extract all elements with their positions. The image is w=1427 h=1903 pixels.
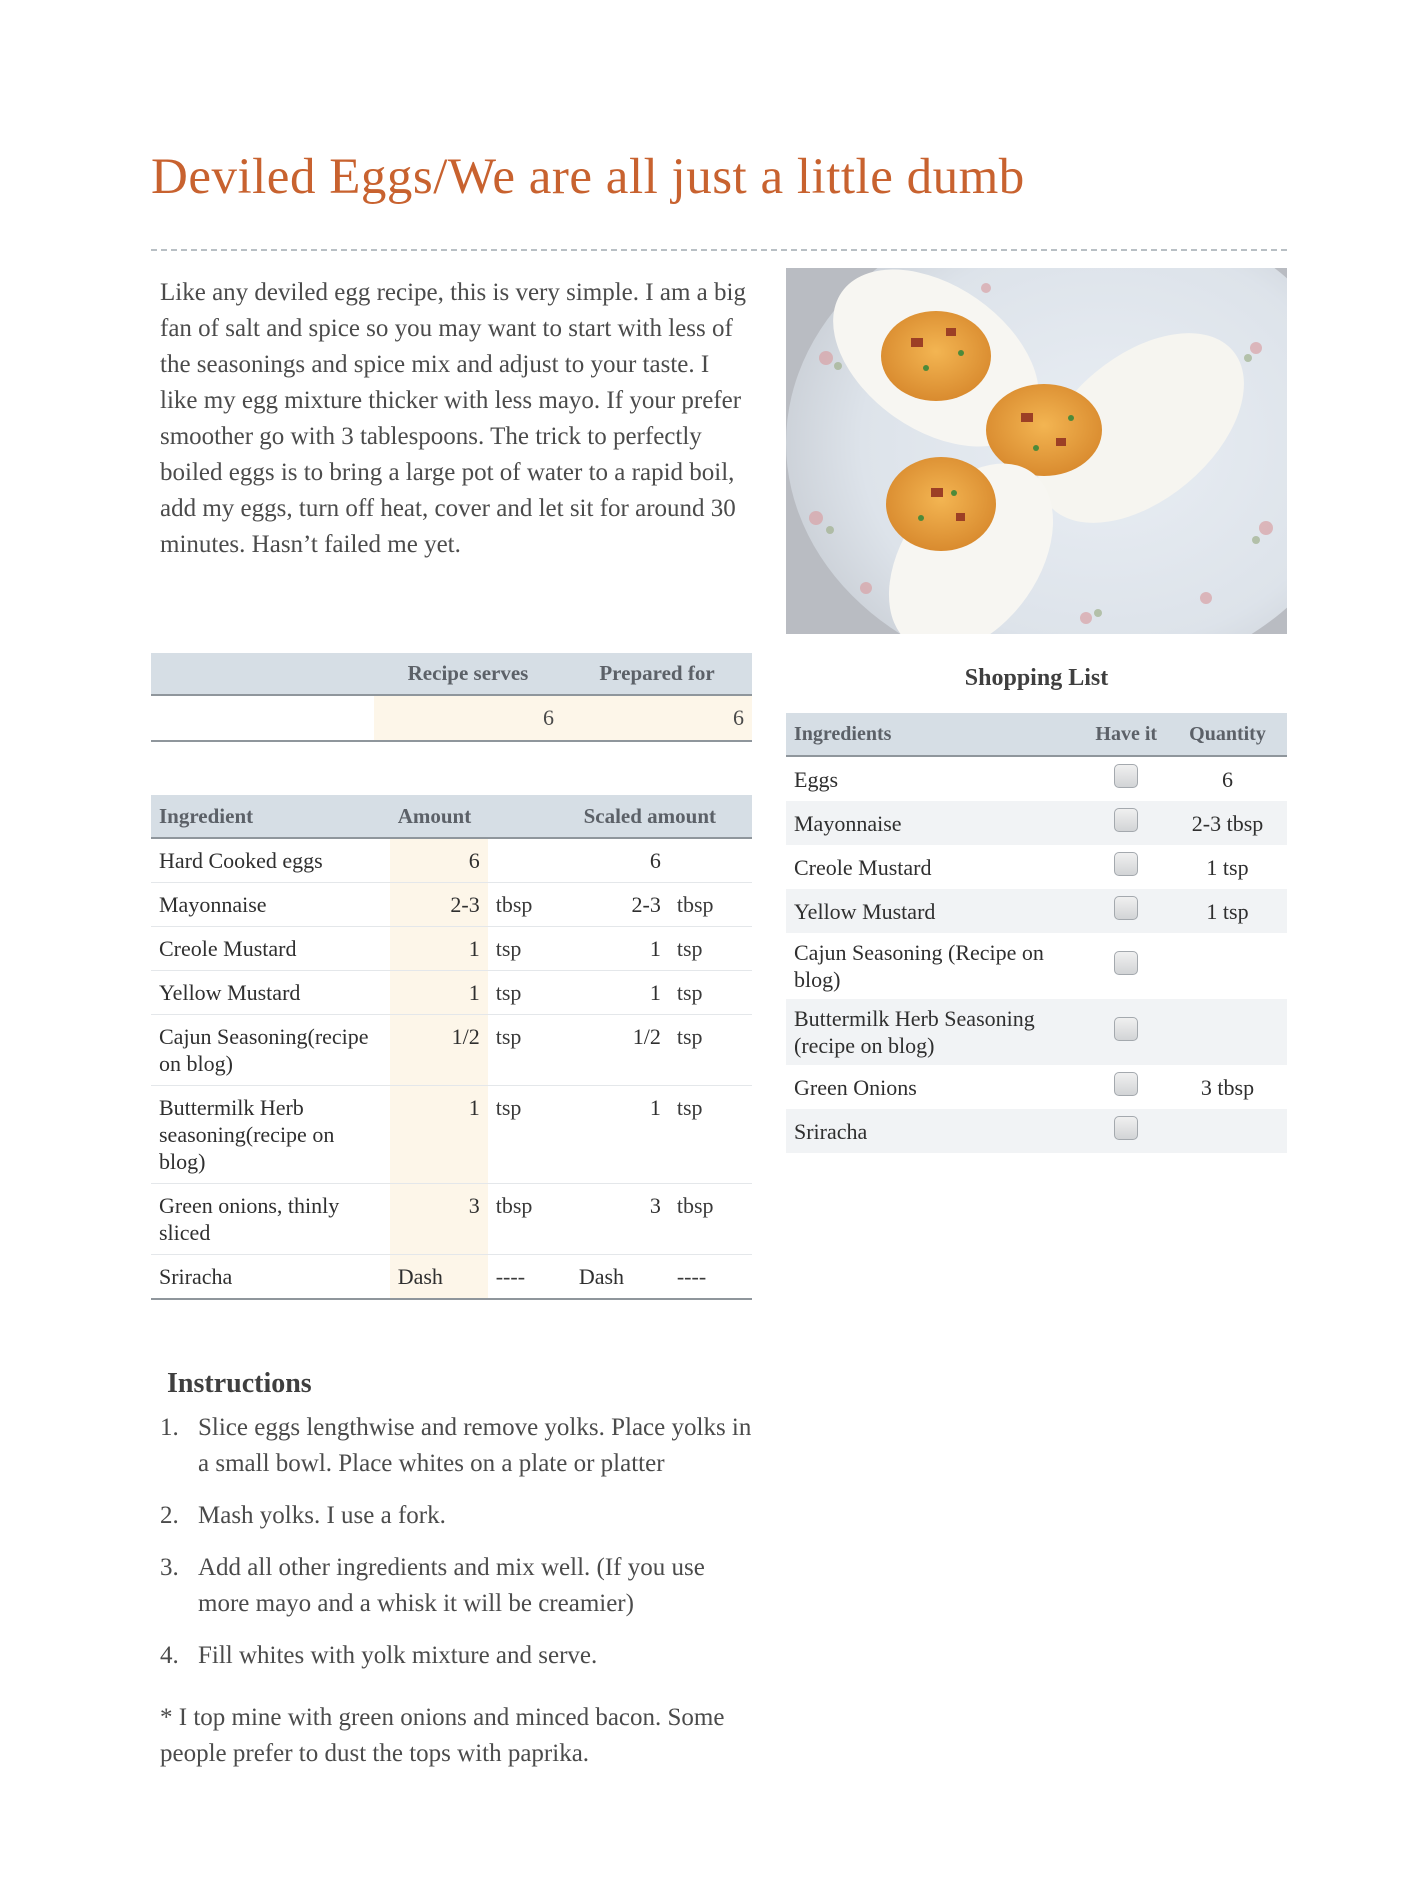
scaled-amount-header: Scaled amount (571, 795, 752, 838)
ingredient-name: Buttermilk Herb seasoning(recipe on blog) (151, 1086, 390, 1184)
ingredient-unit: tsp (488, 1015, 571, 1086)
scaled-amount: 1 (571, 971, 669, 1015)
shopping-item-name: Green Onions (794, 1074, 917, 1100)
dashed-divider (151, 249, 1287, 251)
have-it-checkbox[interactable] (1114, 808, 1138, 832)
shopping-quantity: 3 tbsp (1200, 1074, 1255, 1100)
ingredients-table (151, 795, 752, 1300)
list-item (160, 1550, 760, 1622)
have-it-cell (1085, 1109, 1169, 1153)
ingredient-unit: tsp (488, 971, 571, 1015)
table-row (151, 883, 752, 927)
amount-header: Amount (390, 795, 571, 838)
servings-table (151, 653, 752, 742)
ingredient-unit: tsp (488, 927, 571, 971)
table-row (786, 801, 1287, 845)
table-row (151, 927, 752, 971)
shopping-quantity: 2-3 tbsp (1168, 801, 1287, 845)
ingredient-amount: 3 (390, 1184, 488, 1255)
scaled-amount: Dash (571, 1255, 669, 1300)
table-row (786, 999, 1287, 1065)
shopping-ingredients-header: Ingredients (786, 713, 1085, 756)
table-row (786, 933, 1287, 999)
deviled-eggs-photo (786, 268, 1287, 634)
have-it-checkbox[interactable] (1114, 1017, 1138, 1041)
step-text: Fill whites with yolk mixture and serve. (198, 1642, 598, 1669)
list-item (160, 1498, 760, 1534)
scaled-amount: 2-3 (571, 883, 669, 927)
intro-text: Like any deviled egg recipe, this is very simple. I am a big fan of salt and spice so you may want to start with less of the seasonings and spice mix and adjust to your taste. I like my egg mixture thicker with less mayo. If your prefer smoother go with 3 tablespoons. The trick to perfectly boiled eggs is to bring a large pot of water to a rapid boil, add my eggs, turn off heat, cover and let sit for around 30 minutes. Hasn’t failed me yet. (160, 279, 746, 558)
page-title: Deviled Eggs/We are all just a little dumb (151, 149, 1025, 205)
have-it-cell (1085, 933, 1169, 999)
deviled-eggs-image (786, 268, 1287, 634)
shopping-item-name: Buttermilk Herb Seasoning (recipe on blog) (786, 999, 1085, 1065)
scaled-amount: 3 (571, 1184, 669, 1255)
have-it-checkbox[interactable] (1114, 852, 1138, 876)
shopping-quantity (1168, 999, 1287, 1065)
step-number: 3. (160, 1554, 179, 1581)
step-text: Mash yolks. I use a fork. (198, 1502, 446, 1529)
ingredient-unit: ---- (488, 1255, 571, 1300)
step-number: 1. (160, 1414, 179, 1441)
list-item (160, 1638, 760, 1674)
have-it-cell (1085, 801, 1169, 845)
ingredient-name: Creole Mustard (151, 927, 390, 971)
ingredient-amount: 1/2 (390, 1015, 488, 1086)
scaled-unit (669, 838, 752, 883)
step-number: 2. (160, 1502, 179, 1529)
shopping-item-name: Cajun Seasoning (Recipe on blog) (794, 940, 1044, 992)
shopping-quantity: 1 tsp (1168, 889, 1287, 933)
table-row (151, 838, 752, 883)
have-it-cell (1085, 889, 1169, 933)
scaled-amount: 1 (571, 1086, 669, 1184)
have-it-header: Have it (1085, 713, 1169, 756)
step-number: 4. (160, 1642, 179, 1669)
ingredient-name: Yellow Mustard (151, 971, 390, 1015)
have-it-cell (1085, 1065, 1169, 1109)
prepared-for-input[interactable]: 6 (562, 695, 752, 741)
scaled-unit: tsp (669, 927, 752, 971)
ingredient-unit: tsp (488, 1086, 571, 1184)
scaled-amount: 1 (571, 927, 669, 971)
ingredient-amount: 1 (390, 971, 488, 1015)
servings-row-blank (151, 695, 374, 741)
ingredient-amount: 1 (390, 1086, 488, 1184)
recipe-serves-header: Recipe serves (374, 653, 562, 695)
scaled-unit: tbsp (669, 1184, 752, 1255)
ingredient-header: Ingredient (151, 795, 390, 838)
scaled-unit: tsp (669, 971, 752, 1015)
ingredient-amount: Dash (390, 1255, 488, 1300)
shopping-item-name: Sriracha (786, 1109, 1085, 1153)
scaled-unit: tbsp (669, 883, 752, 927)
ingredient-name: Sriracha (151, 1255, 390, 1300)
scaled-unit: ---- (669, 1255, 752, 1300)
instructions-list (160, 1410, 760, 1690)
have-it-checkbox[interactable] (1114, 1072, 1138, 1096)
table-row (786, 756, 1287, 801)
scaled-unit: tsp (669, 1015, 752, 1086)
ingredient-unit (488, 838, 571, 883)
shopping-list-title: Shopping List (964, 665, 1109, 691)
table-row (786, 1109, 1287, 1153)
shopping-item-name: Mayonnaise (786, 801, 1085, 845)
shopping-item-name: Yellow Mustard (786, 889, 1085, 933)
shopping-quantity: 6 (1222, 766, 1233, 792)
table-row (786, 1065, 1287, 1109)
table-row (151, 1255, 752, 1300)
have-it-checkbox[interactable] (1114, 1116, 1138, 1140)
prepared-for-header: Prepared for (562, 653, 752, 695)
table-row (786, 889, 1287, 933)
have-it-checkbox[interactable] (1114, 896, 1138, 920)
list-item (160, 1410, 760, 1482)
shopping-quantity (1168, 1109, 1287, 1153)
ingredient-amount: 6 (390, 838, 488, 883)
servings-header-blank (151, 653, 374, 695)
step-text: Add all other ingredients and mix well. (If you use more mayo and a whisk it will be creamier) (198, 1554, 705, 1617)
table-row (786, 845, 1287, 889)
scaled-amount: 6 (571, 838, 669, 883)
shopping-quantity: 1 tsp (1206, 854, 1249, 880)
shopping-list-table (786, 713, 1287, 1153)
ingredient-amount: 1 (390, 927, 488, 971)
table-row (151, 971, 752, 1015)
have-it-checkbox[interactable] (1114, 951, 1138, 975)
scaled-amount: 1/2 (571, 1015, 669, 1086)
have-it-cell (1085, 999, 1169, 1065)
ingredient-unit: tbsp (488, 883, 571, 927)
shopping-item-name: Eggs (794, 766, 838, 792)
shopping-quantity (1168, 933, 1287, 999)
shopping-item-name: Creole Mustard (794, 854, 932, 880)
table-row (151, 1015, 752, 1086)
ingredient-name: Hard Cooked eggs (151, 838, 390, 883)
table-row (151, 1086, 752, 1184)
ingredient-amount: 2-3 (390, 883, 488, 927)
have-it-cell (1085, 756, 1169, 801)
ingredient-name: Mayonnaise (151, 883, 390, 927)
table-row (151, 1184, 752, 1255)
have-it-cell (1085, 845, 1169, 889)
ingredient-name: Cajun Seasoning(recipe on blog) (151, 1015, 390, 1086)
ingredient-unit: tbsp (488, 1184, 571, 1255)
topping-note: * I top mine with green onions and minced bacon. Some people prefer to dust the tops with paprika. (160, 1704, 725, 1767)
ingredient-name: Green onions, thinly sliced (151, 1184, 390, 1255)
have-it-checkbox[interactable] (1114, 764, 1138, 788)
instructions-heading: Instructions (167, 1368, 312, 1399)
step-text: Slice eggs lengthwise and remove yolks. Place yolks in a small bowl. Place whites on a plate or platter (198, 1414, 752, 1477)
scaled-unit: tsp (669, 1086, 752, 1184)
quantity-header: Quantity (1168, 713, 1287, 756)
recipe-serves-value: 6 (374, 695, 562, 741)
